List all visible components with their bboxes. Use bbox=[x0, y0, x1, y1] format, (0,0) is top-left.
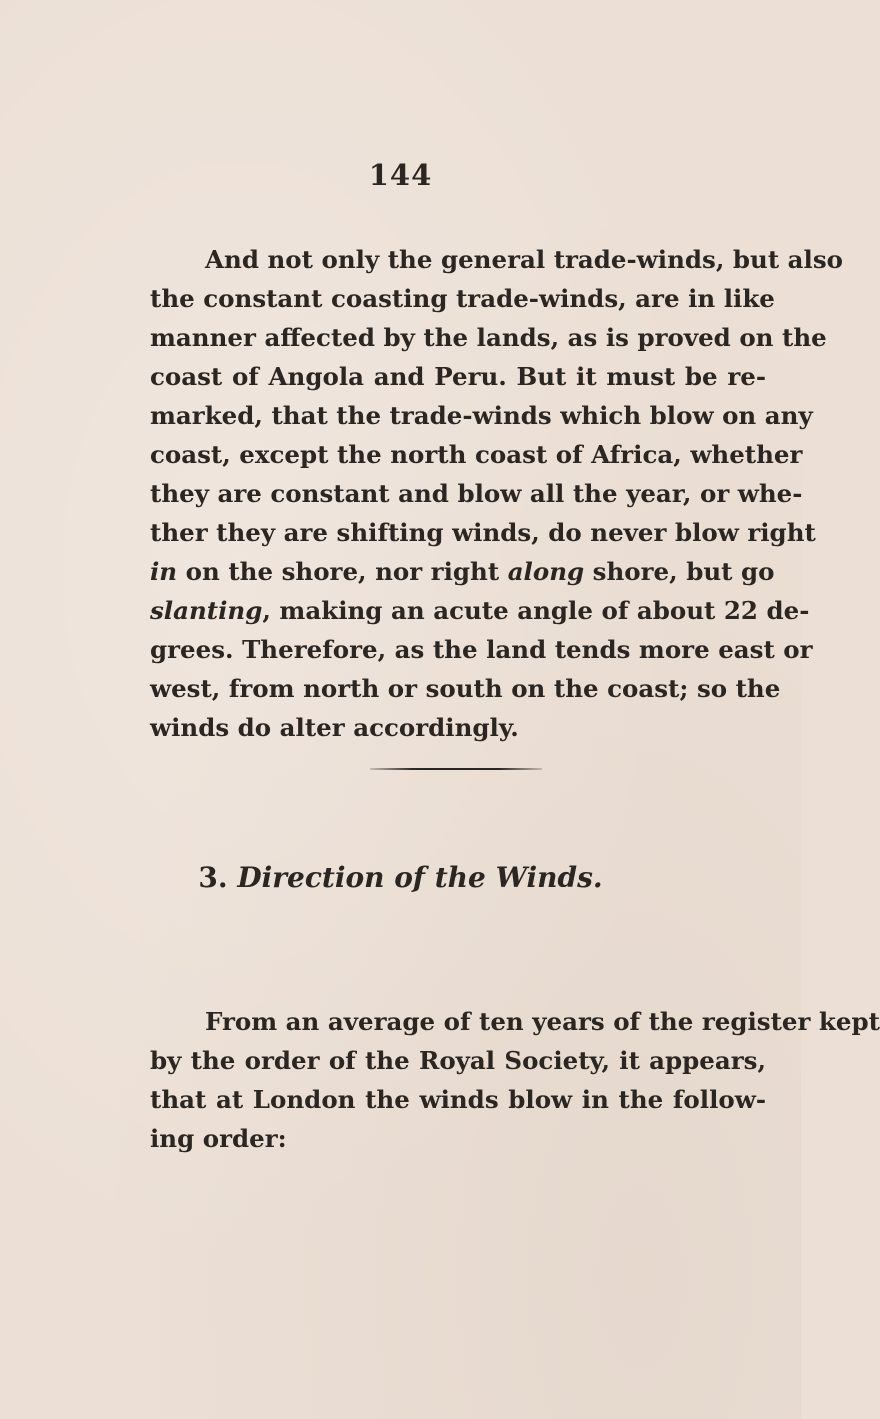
paragraph-line: coast of Angola and Peru. But it must be re- bbox=[150, 362, 766, 391]
paragraph-line: that at London the winds blow in the follow- bbox=[150, 1085, 766, 1114]
paragraph-line: west, from north or south on the coast; so the bbox=[150, 674, 781, 703]
italic-along: along bbox=[507, 557, 585, 586]
page-number: 144 bbox=[368, 158, 433, 192]
paragraph-line: by the order of the Royal Society, it appears, bbox=[150, 1046, 766, 1075]
section-title: Direction of the Winds. bbox=[237, 861, 603, 894]
paragraph-line bbox=[150, 550, 775, 594]
paragraph-line: grees. Therefore, as the land tends more east or bbox=[150, 635, 813, 664]
italic-slanting: slanting bbox=[150, 596, 263, 625]
paragraph-line: manner affected by the lands, as is proved on the bbox=[150, 323, 827, 352]
paragraph-line: marked, that the trade-winds which blow on any bbox=[150, 401, 813, 430]
text-run: on the shore, nor right bbox=[177, 557, 508, 586]
paragraph-line: the constant coasting trade-winds, are in like bbox=[150, 284, 775, 313]
paragraph-line bbox=[150, 589, 810, 633]
section-number: 3. bbox=[198, 861, 228, 894]
paragraph-line: winds do alter accordingly. bbox=[150, 713, 519, 742]
text-run: , making an acute angle of about 22 de- bbox=[262, 596, 810, 625]
section-heading bbox=[0, 856, 801, 900]
paragraph-line: ther they are shifting winds, do never blow right bbox=[150, 518, 816, 547]
paragraph-line: And not only the general trade-winds, but also bbox=[205, 245, 843, 274]
italic-in: in bbox=[150, 557, 178, 586]
paragraph-line: ing order: bbox=[150, 1124, 287, 1153]
text-run: shore, but go bbox=[584, 557, 775, 586]
paragraph-line: they are constant and blow all the year, or whe- bbox=[150, 479, 803, 508]
section-divider bbox=[370, 768, 542, 770]
paragraph-line: From an average of ten years of the register kept bbox=[205, 1007, 880, 1036]
paragraph-line: coast, except the north coast of Africa, whether bbox=[150, 440, 803, 469]
